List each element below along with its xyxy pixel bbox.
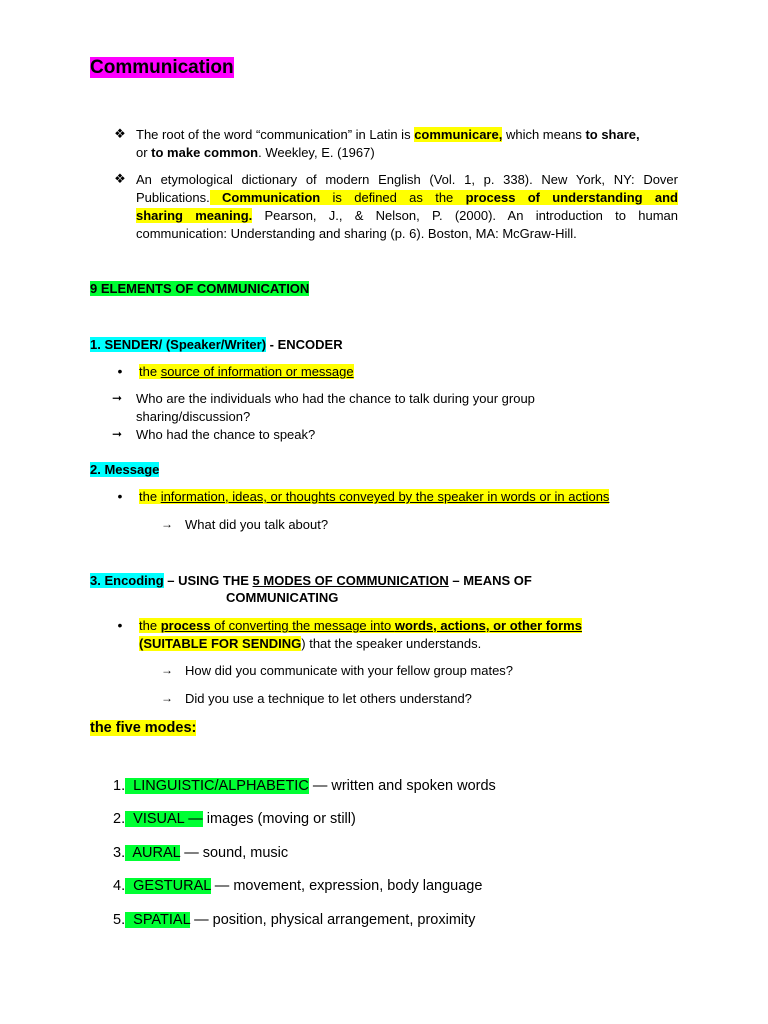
encoding-heading-label: 3. Encoding xyxy=(90,573,164,588)
etym-line-1: An etymological dictionary of modern English (Vol. 1, p. 338). New York, NY: Dover xyxy=(136,172,678,187)
mode-item xyxy=(113,810,356,828)
bullet-icon: • xyxy=(117,488,123,504)
sender-heading-label: 1. SENDER/ (Speaker/Writer) xyxy=(90,337,267,352)
bullet-icon: • xyxy=(117,617,123,633)
mode-name: SPATIAL xyxy=(125,912,191,928)
mode-item xyxy=(113,877,482,895)
arrow-icon: → xyxy=(161,517,173,531)
encoding-question-2: Did you use a technique to let others understand? xyxy=(185,691,472,706)
encoding-heading-line-2: COMMUNICATING xyxy=(226,590,339,605)
mode-item xyxy=(113,844,288,862)
arrow-icon: ➞ xyxy=(112,391,123,405)
root-meaning-1: to share, xyxy=(585,127,640,142)
etym-paragraph xyxy=(136,171,678,243)
diamond-bullet-icon: ❖ xyxy=(114,126,126,141)
bullet-icon: • xyxy=(117,363,123,379)
mode-description: — movement, expression, body language xyxy=(210,878,483,894)
message-bullet xyxy=(139,488,609,506)
five-modes-heading-text: the five modes: xyxy=(90,720,197,736)
mode-description: — position, physical arrangement, proximity xyxy=(190,912,476,928)
sender-bullet-text: source of information or message xyxy=(160,364,354,379)
encoding-heading-3: 5 MODES OF COMMUNICATION xyxy=(252,573,449,588)
diamond-bullet-icon: ❖ xyxy=(114,171,126,186)
root-text-2: which means xyxy=(502,127,586,142)
sender-bullet xyxy=(139,363,354,381)
message-question-1: What did you talk about? xyxy=(185,517,329,532)
sender-q1-line-1: Who are the individuals who had the chance to talk during your group xyxy=(136,391,535,406)
mode-item xyxy=(113,911,475,929)
elements-heading-text: 9 ELEMENTS OF COMMUNICATION xyxy=(90,281,310,296)
message-bullet-text: information, ideas, or thoughts conveyed by the speaker in words or in actions xyxy=(160,489,610,504)
five-modes-heading xyxy=(90,719,196,737)
mode-number: 2. xyxy=(113,811,126,827)
etym-process: process of understanding and xyxy=(465,190,678,205)
sender-question-1 xyxy=(136,390,636,426)
mode-name: LINGUISTIC/ALPHABETIC xyxy=(125,778,309,794)
mode-name: AURAL xyxy=(125,845,181,861)
root-latin-word: communicare, xyxy=(414,127,503,142)
root-meaning-2: to make common xyxy=(151,145,259,160)
encoding-heading xyxy=(90,572,532,589)
message-heading xyxy=(90,461,159,478)
message-heading-text: 2. Message xyxy=(90,462,160,477)
arrow-icon: ➞ xyxy=(112,427,123,441)
encoding-bullet-converting: of converting the message into xyxy=(210,618,395,633)
mode-description: — sound, music xyxy=(180,845,289,861)
encoding-question-1: How did you communicate with your fellow group mates? xyxy=(185,663,514,678)
etym-publications: Publications. xyxy=(136,190,210,205)
root-text-1: The root of the word “communication” in Latin is xyxy=(136,127,415,142)
etym-communication: Communication xyxy=(209,190,321,205)
root-citation: . Weekley, E. (1967) xyxy=(258,145,375,160)
etym-line-3 xyxy=(136,207,678,225)
etym-defined: is defined as the xyxy=(320,190,466,205)
encoding-heading-4: – MEANS OF xyxy=(448,573,532,588)
encoding-bullet-process: process xyxy=(160,618,211,633)
mode-number: 5. xyxy=(113,912,126,928)
elements-heading xyxy=(90,280,309,297)
mode-number: 4. xyxy=(113,878,126,894)
encoding-bullet-line-1 xyxy=(139,617,582,635)
arrow-icon: → xyxy=(161,663,173,677)
mode-item xyxy=(113,777,496,795)
encoding-bullet-the: the xyxy=(139,618,161,633)
encoding-bullet-line-2 xyxy=(139,635,582,653)
mode-description: images (moving or still) xyxy=(202,811,356,827)
etym-line-4: communication: Understanding and sharing (p. 6). Boston, MA: McGraw-Hill. xyxy=(136,226,577,241)
arrow-icon: → xyxy=(161,691,173,705)
page-title xyxy=(90,56,234,79)
encoding-bullet xyxy=(139,617,582,653)
mode-number: 1. xyxy=(113,778,126,794)
root-paragraph xyxy=(136,126,678,162)
mode-number: 3. xyxy=(113,845,126,861)
encoding-bullet-rest: ) that the speaker understands. xyxy=(301,636,482,651)
page-title-text: Communication xyxy=(90,57,234,78)
sender-heading xyxy=(90,336,343,353)
etym-sharing: sharing meaning. xyxy=(136,208,253,223)
encoding-bullet-suitable: (SUITABLE FOR SENDING xyxy=(139,636,302,651)
etym-line-2 xyxy=(136,189,678,207)
root-text-3: or xyxy=(136,145,152,160)
sender-question-2: Who had the chance to speak? xyxy=(136,427,316,442)
etym-citation: Pearson, J., & Nelson, P. (2000). An introduction to human xyxy=(252,208,678,223)
encoding-heading-2: – USING THE xyxy=(163,573,253,588)
mode-name: GESTURAL xyxy=(125,878,211,894)
mode-description: — written and spoken words xyxy=(308,778,496,794)
sender-bullet-the: the xyxy=(139,364,161,379)
message-bullet-the: the xyxy=(139,489,161,504)
sender-heading-suffix: - ENCODER xyxy=(266,337,343,352)
mode-name: VISUAL — xyxy=(125,811,203,827)
sender-q1-line-2: sharing/discussion? xyxy=(136,409,251,424)
encoding-bullet-words: words, actions, or other forms xyxy=(394,618,582,633)
